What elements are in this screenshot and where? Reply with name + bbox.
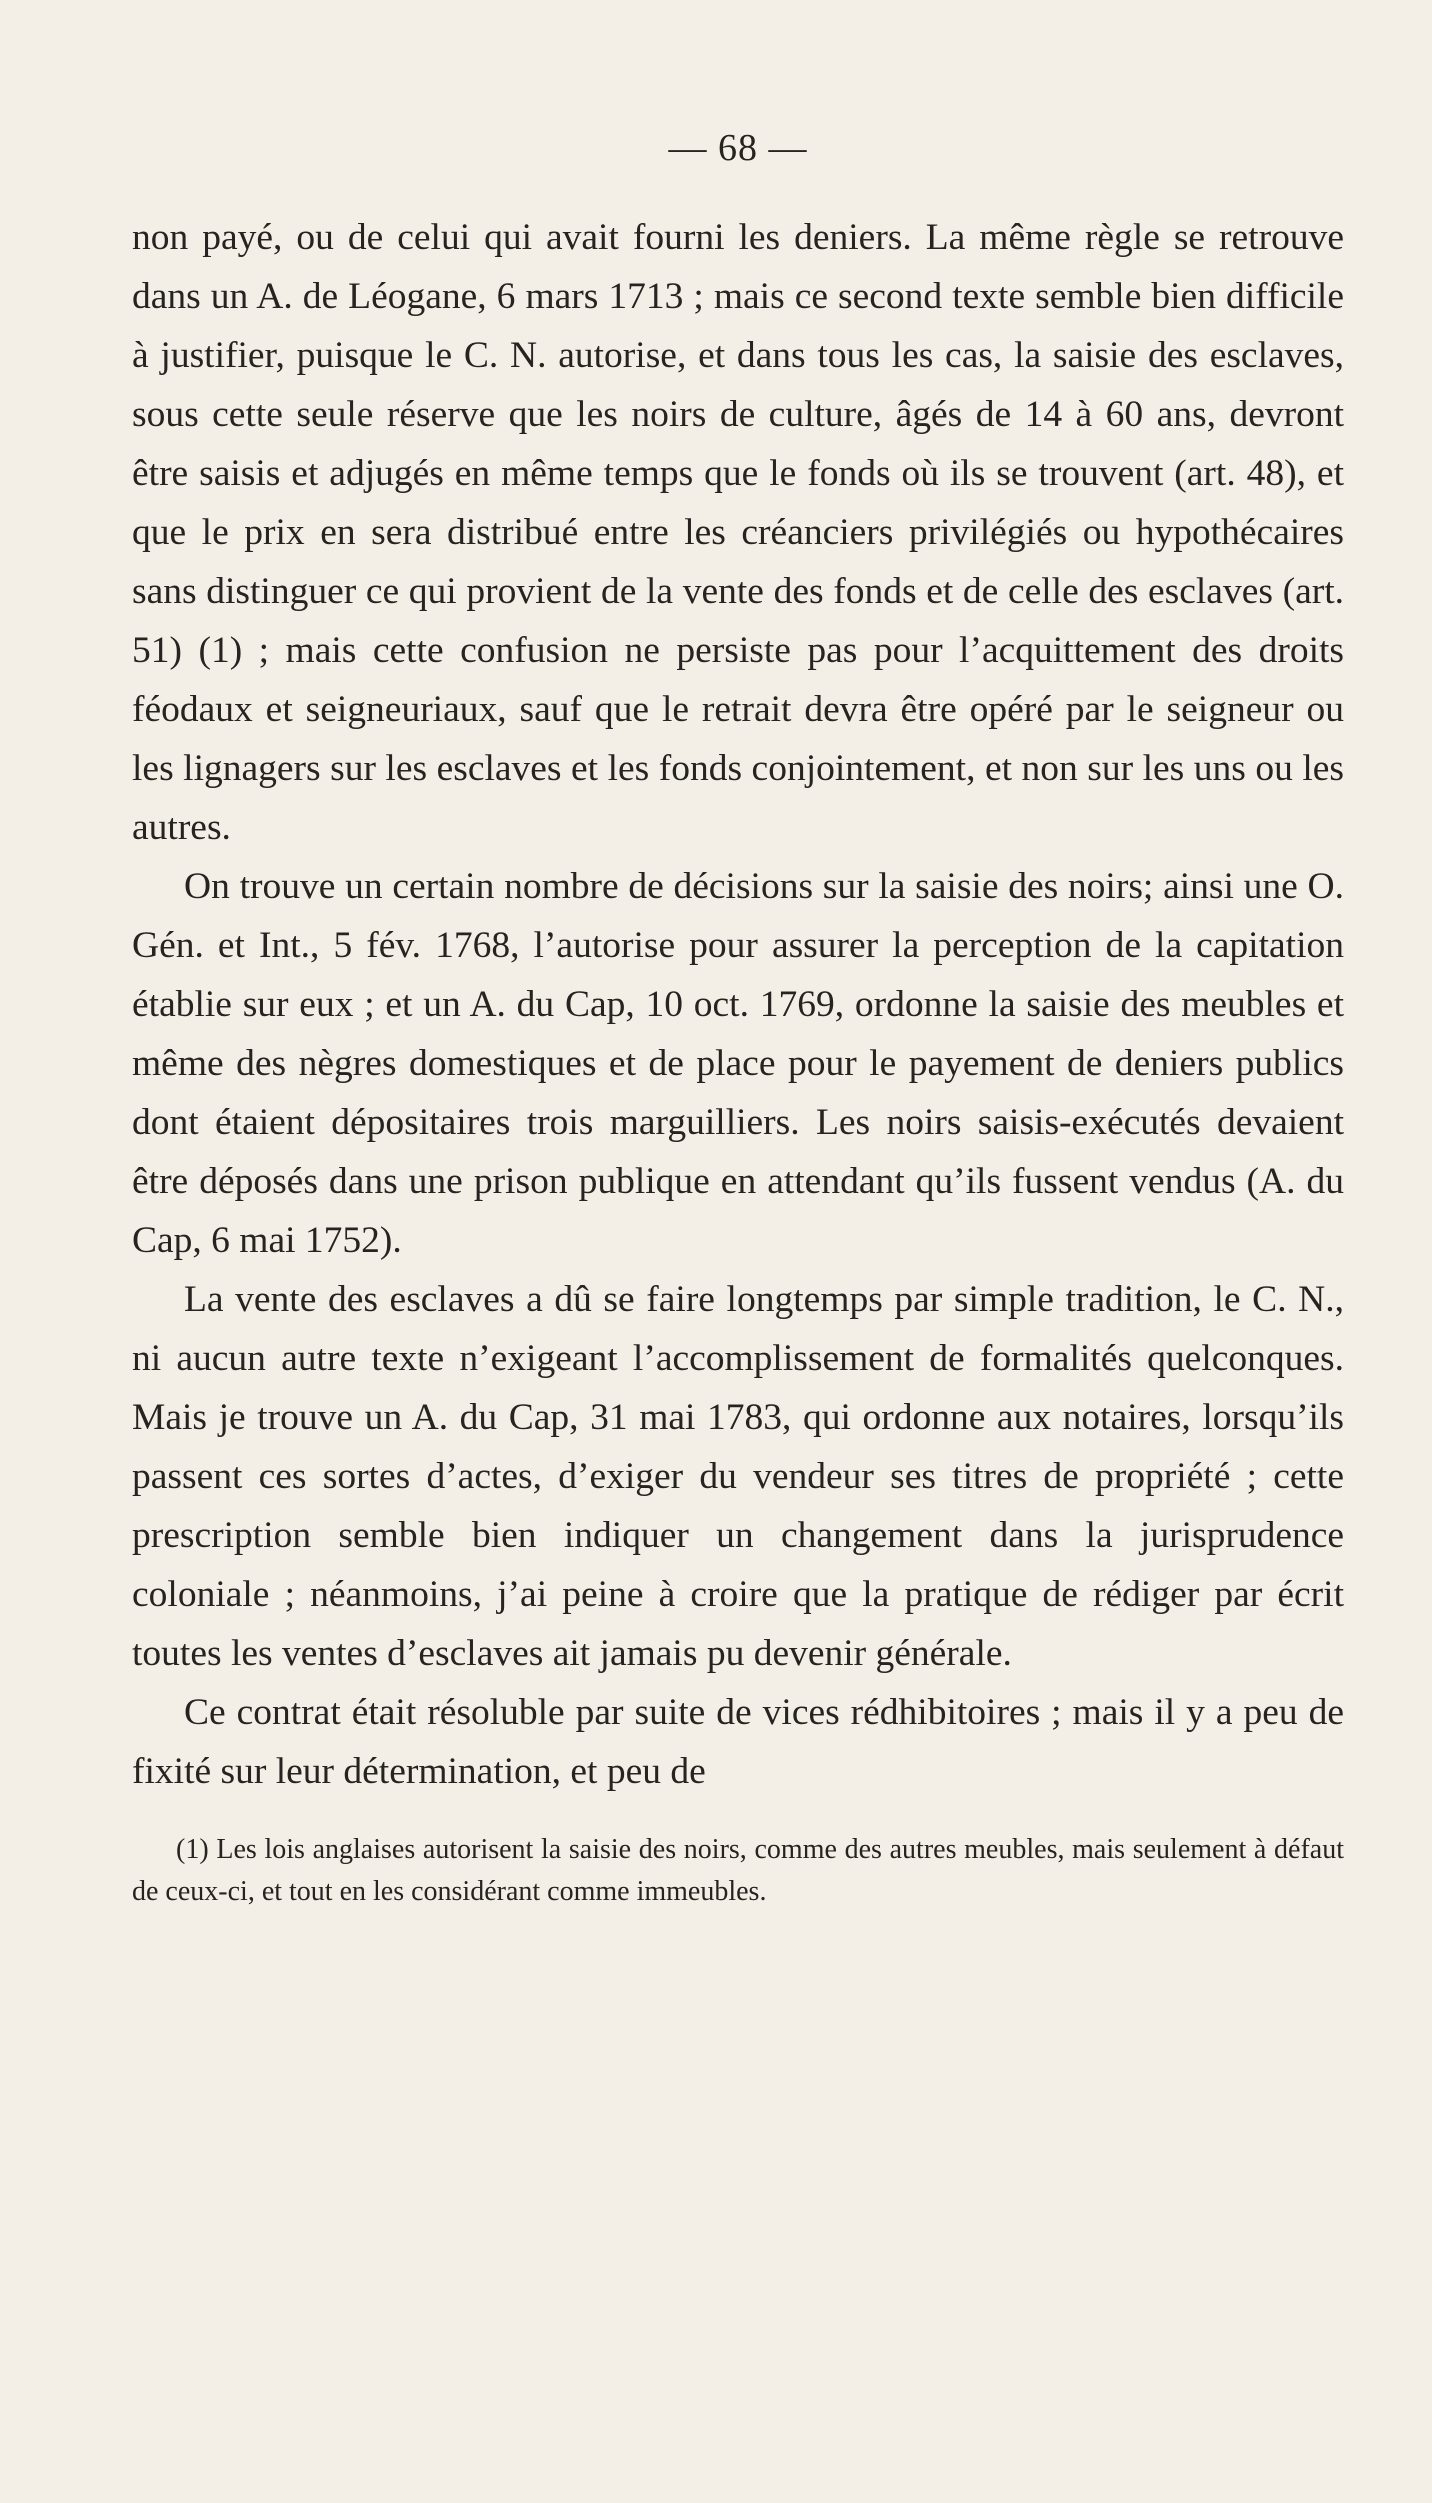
paragraph-2: On trouve un certain nombre de décisions sur la saisie des noirs; ainsi une O. Gén. et Int., 5 fév. 1768, l’autorise pour assurer la perception de la capitation établie sur eux ; et un A. du Cap, 10 oct. 1769, ordonne la saisie des meubles et même des nègres domestiques et de place pour le payement de deniers publics dont étaient dépositaires trois marguilliers. Les noirs saisis-exécutés devaient être déposés dans une prison publique en attendant qu’ils fussent vendus (A. du Cap, 6 mai 1752).	[132, 866, 1344, 1261]
page-number: — 68 —	[668, 127, 808, 169]
footnote: (1) Les lois anglaises autorisent la saisie des noirs, comme des autres meubles, mais seulement à défaut de ceux-ci, et tout en les considérant comme immeubles.	[132, 1834, 1344, 1907]
main-text	[132, 208, 1344, 1801]
paragraph-3: La vente des esclaves a dû se faire longtemps par simple tradition, le C. N., ni aucun autre texte n’exigeant l’accomplissement de formalités quelconques. Mais je trouve un A. du Cap, 31 mai 1783, qui ordonne aux notaires, lorsqu’ils passent ces sortes d’actes, d’exiger du vendeur ses titres de propriété ; cette prescription semble bien indiquer un changement dans la jurisprudence coloniale ; néanmoins, j’ai peine à croire que la pratique de rédiger par écrit toutes les ventes d’esclaves ait jamais pu devenir générale.	[132, 1279, 1344, 1674]
paragraph-1: non payé, ou de celui qui avait fourni les deniers. La même règle se retrouve dans un A. de Léogane, 6 mars 1713 ; mais ce second texte semble bien difficile à justifier, puisque le C. N. autorise, et dans tous les cas, la saisie des esclaves, sous cette seule réserve que les noirs de culture, âgés de 14 à 60 ans, devront être saisis et adjugés en même temps que le fonds où ils se trouvent (art. 48), et que le prix en sera distribué entre les créanciers privilégiés ou hypothécaires sans distinguer ce qui provient de la vente des fonds et de celle des esclaves (art. 51) (1) ; mais cette confusion ne persiste pas pour l’acquittement des droits féodaux et seigneuriaux, sauf que le retrait devra être opéré par le seigneur ou les lignagers sur les esclaves et les fonds conjointement, et non sur les uns ou les autres.	[132, 217, 1344, 848]
paragraph-4: Ce contrat était résoluble par suite de vices rédhibitoires ; mais il y a peu de fixité sur leur détermination, et peu de	[132, 1692, 1344, 1792]
